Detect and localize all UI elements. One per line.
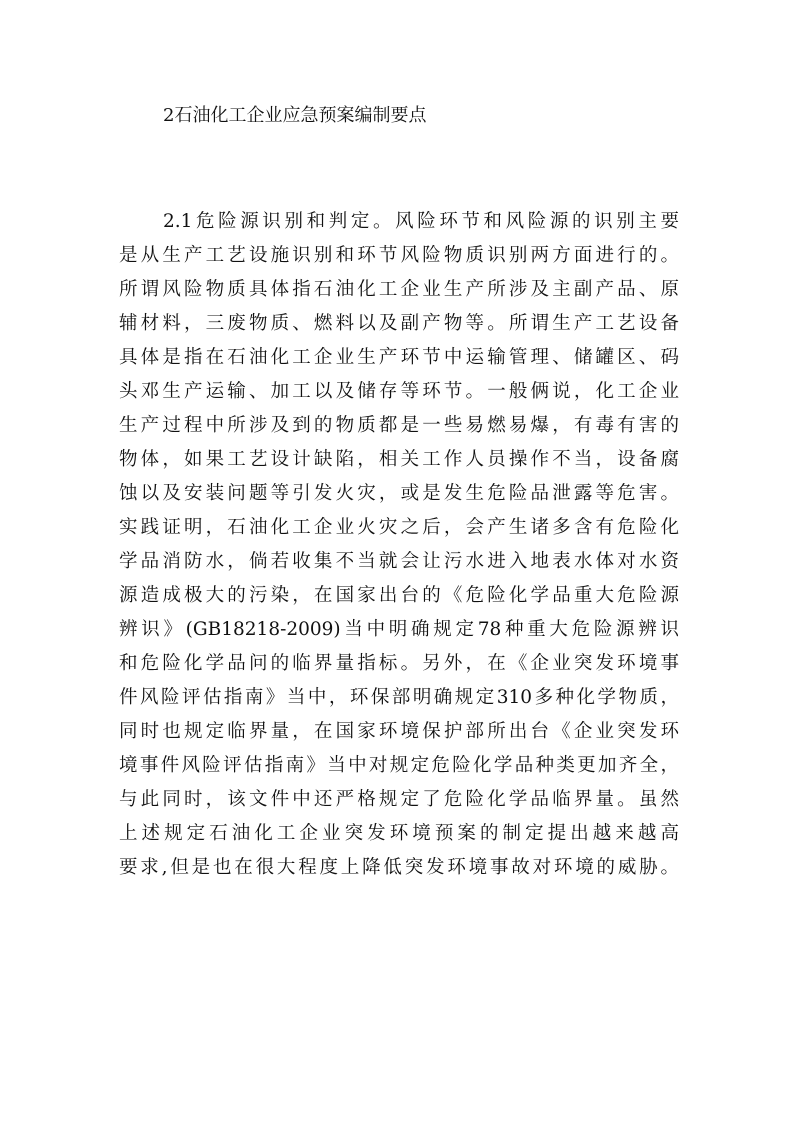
body-paragraph xyxy=(119,205,679,885)
paragraph-line: 蚀以及安装问题等引发火灾，或是发生危险品泄露等危害。 xyxy=(119,483,679,504)
paragraph-line: 生产过程中所涉及到的物质都是一些易燃易爆，有毒有害的 xyxy=(119,415,679,436)
paragraph-line: 头邓生产运输、加工以及储存等环节。一般俩说，化工企业 xyxy=(119,381,679,402)
paragraph-line: 所谓风险物质具体指石油化工企业生产所涉及主副产品、原 xyxy=(119,279,679,300)
paragraph-line: 是从生产工艺设施识别和环节风险物质识别两方面进行的。 xyxy=(119,245,679,266)
paragraph-line: 实践证明，石油化工企业火灾之后，会产生诸多含有危险化 xyxy=(119,517,679,538)
paragraph-line: 要求,但是也在很大程度上降低突发环境事故对环境的威胁。 xyxy=(119,857,679,878)
paragraph-line: 2.1危险源识别和判定。风险环节和风险源的识别主要 xyxy=(163,211,679,232)
paragraph-line: 境事件风险评估指南》当中对规定危险化学品种类更加齐全， xyxy=(119,755,679,776)
paragraph-line: 与此同时，该文件中还严格规定了危险化学品临界量。虽然 xyxy=(119,789,679,810)
paragraph-line: 和危险化学品问的临界量指标。另外，在《企业突发环境事 xyxy=(119,653,679,674)
paragraph-line: 辅材料，三废物质、燃料以及副产物等。所谓生产工艺设备 xyxy=(119,313,679,334)
paragraph-line: 具体是指在石油化工企业生产环节中运输管理、储罐区、码 xyxy=(119,347,679,368)
paragraph-line: 件风险评估指南》当中，环保部明确规定310多种化学物质， xyxy=(119,687,679,708)
paragraph-line: 源造成极大的污染，在国家出台的《危险化学品重大危险源 xyxy=(119,585,679,606)
paragraph-line: 辨识》(GB18218-2009)当中明确规定78种重大危险源辨识 xyxy=(119,619,679,640)
section-heading: 2石油化工企业应急预案编制要点 xyxy=(163,105,427,126)
paragraph-line: 物体，如果工艺设计缺陷，相关工作人员操作不当，设备腐 xyxy=(119,449,679,470)
paragraph-line: 同时也规定临界量，在国家环境保护部所出台《企业突发环 xyxy=(119,721,679,742)
paragraph-line: 上述规定石油化工企业突发环境预案的制定提出越来越高 xyxy=(119,823,679,844)
paragraph-line: 学品消防水，倘若收集不当就会让污水进入地表水体对水资 xyxy=(119,551,679,572)
